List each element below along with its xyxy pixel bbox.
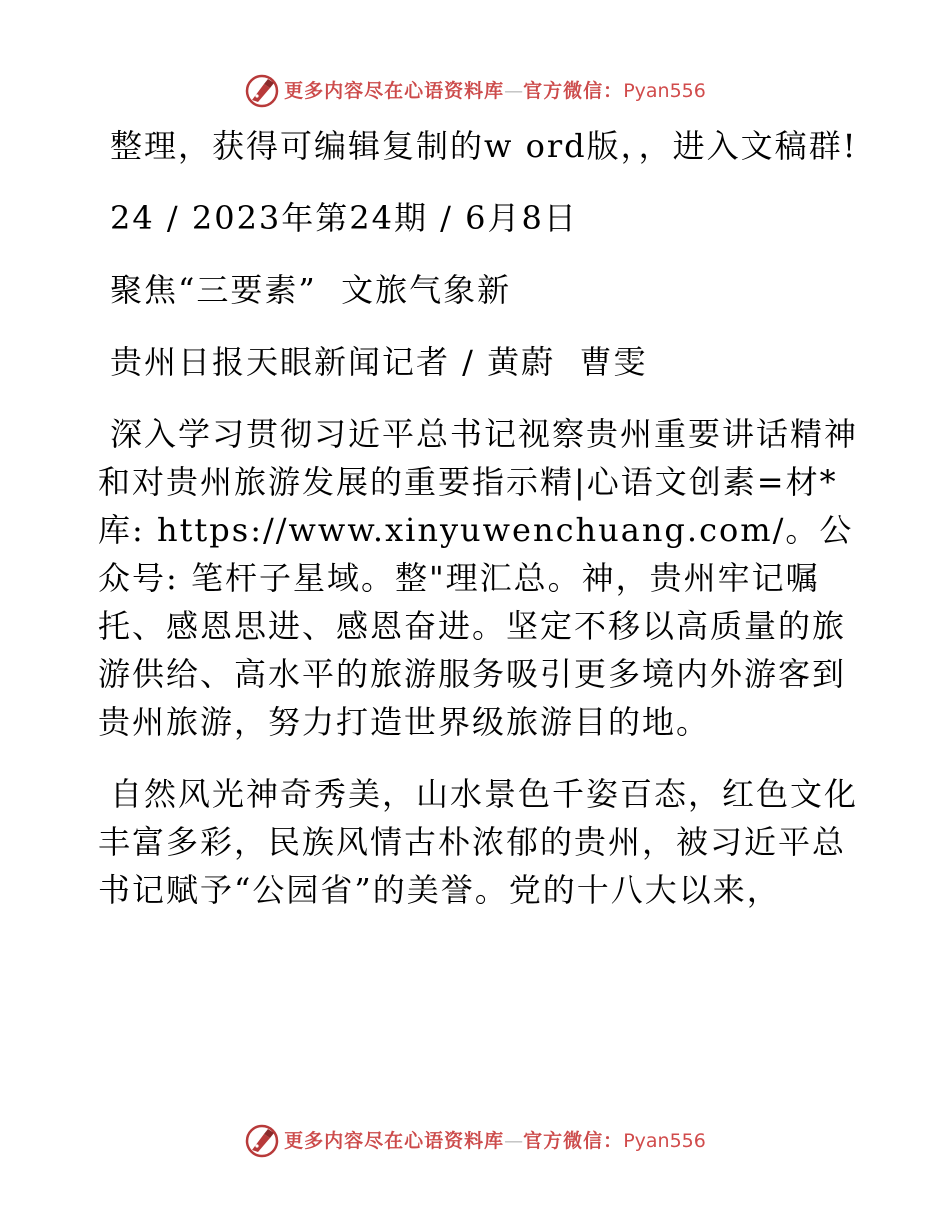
banner-wechat-label: 官方微信：	[523, 79, 624, 102]
banner-main-text: 更多内容尽在心语资料库	[284, 1129, 505, 1152]
pen-nib-logo-icon	[244, 1123, 280, 1159]
body-paragraph-1: 深入学习贯彻习近平总书记视察贵州重要讲话精神和对贵州旅游发展的重要指示精|心语文创素=材*库: https://www.xinyuwenchuang.com/。公众号: 笔杆子星域。整"理汇总。神，贵州牢记嘱托、感恩思进、感恩奋进。坚定不移以高质量的旅游供给、高水平的旅游服务吸引更多境内外游客到贵州旅游，努力打造世界级旅游目的地。	[98, 415, 859, 741]
banner-separator: —	[504, 1129, 524, 1152]
banner-wechat-id: Pyan556	[623, 1129, 706, 1152]
intro-paragraph: 整理，获得可编辑复制的w ord版，，进入文稿群!	[110, 127, 858, 165]
body-paragraph-2: 自然风光神奇秀美，山水景色千姿百态，红色文化丰富多彩，民族风情古朴浓郁的贵州，被习近平总书记赋予“公园省”的美誉。党的十八大以来，	[98, 775, 859, 909]
issue-line: 24 / 2023年第24期 / 6月8日	[110, 199, 578, 237]
banner-wechat-label: 官方微信：	[523, 1129, 624, 1152]
pen-nib-logo-icon	[244, 73, 280, 109]
banner-separator: —	[504, 79, 524, 102]
article-byline: 贵州日报天眼新闻记者 / 黄蔚 曹雯	[110, 343, 648, 381]
banner-wechat-id: Pyan556	[623, 79, 706, 102]
footer-watermark-banner	[0, 1121, 950, 1161]
banner-main-text: 更多内容尽在心语资料库	[284, 79, 505, 102]
article-headline: 聚焦“三要素” 文旅气象新	[110, 271, 512, 309]
header-watermark-banner	[0, 71, 950, 111]
document-body	[98, 122, 858, 914]
